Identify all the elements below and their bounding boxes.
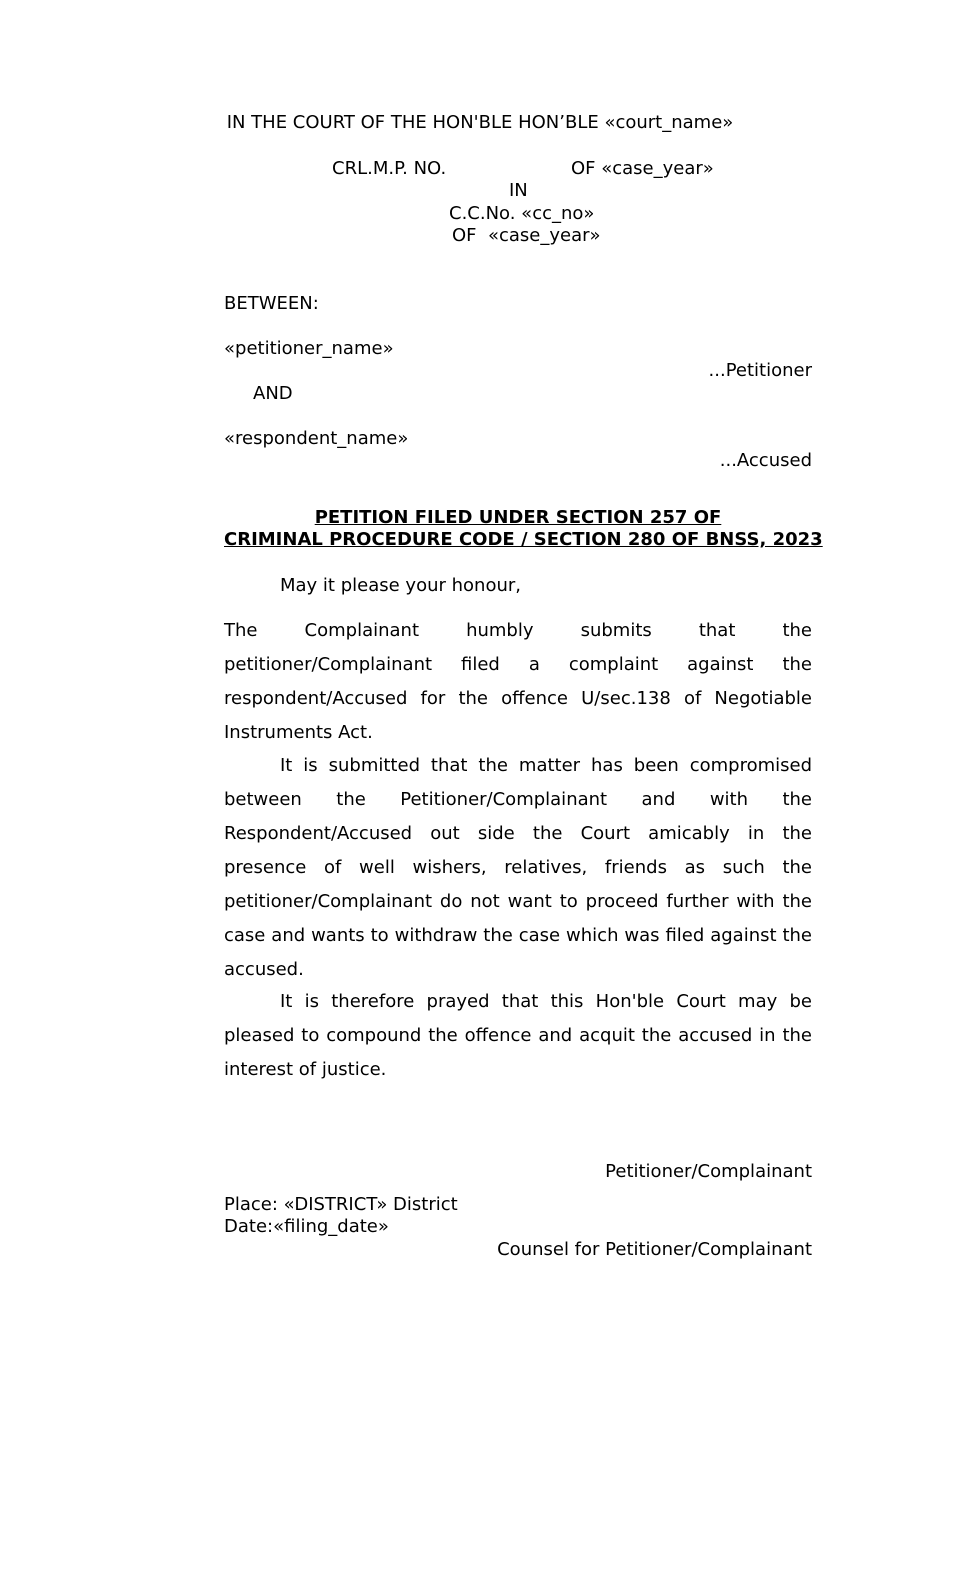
court-line: IN THE COURT OF THE HON'BLE HON’BLE «court_name» [226,112,734,133]
petitioner-name: «petitioner_name» [224,338,394,359]
crlmp-label: CRL.M.P. NO. [332,158,447,179]
place-line: Place: «DISTRICT» District [224,1194,458,1215]
in-word: IN [509,180,528,201]
respondent-name: «respondent_name» [224,428,409,449]
petition-title-line-2: CRIMINAL PROCEDURE CODE / SECTION 280 OF BNSS, 2023 [224,529,823,550]
between-label: BETWEEN: [224,293,319,314]
and-label: AND [253,383,293,404]
date-line: Date:«filing_date» [224,1216,389,1237]
salutation: May it please your honour, [280,575,521,596]
respondent-role: ...Accused [719,450,812,471]
crlmp-year: OF «case_year» [571,158,714,179]
cc-year: OF «case_year» [452,225,601,246]
paragraph-1: The Complainant humbly submits that the petitioner/Complainant filed a complaint against the respondent/Accused for the offence U/sec.138 of Negotiable Instruments Act. [224,620,812,743]
petitioner-role: ...Petitioner [708,360,812,381]
paragraph-2: It is submitted that the matter has been compromised between the Petitioner/Complainant and with the Respondent/Accused out side the Court amicably in the presence of well wishers, relatives, friends as such the petitioner/Complainant do not want to proceed further with the case and wants to withdraw the case which was filed against the accused. [224,755,812,980]
paragraph-3: It is therefore prayed that this Hon'ble Court may be pleased to compound the offence and acquit the accused in the interest of justice. [224,991,812,1080]
cc-number: C.C.No. «cc_no» [449,203,595,224]
signatory-label: Petitioner/Complainant [605,1161,812,1182]
counsel-label: Counsel for Petitioner/Complainant [497,1239,812,1260]
petition-title-line-1: PETITION FILED UNDER SECTION 257 OF [314,507,722,528]
